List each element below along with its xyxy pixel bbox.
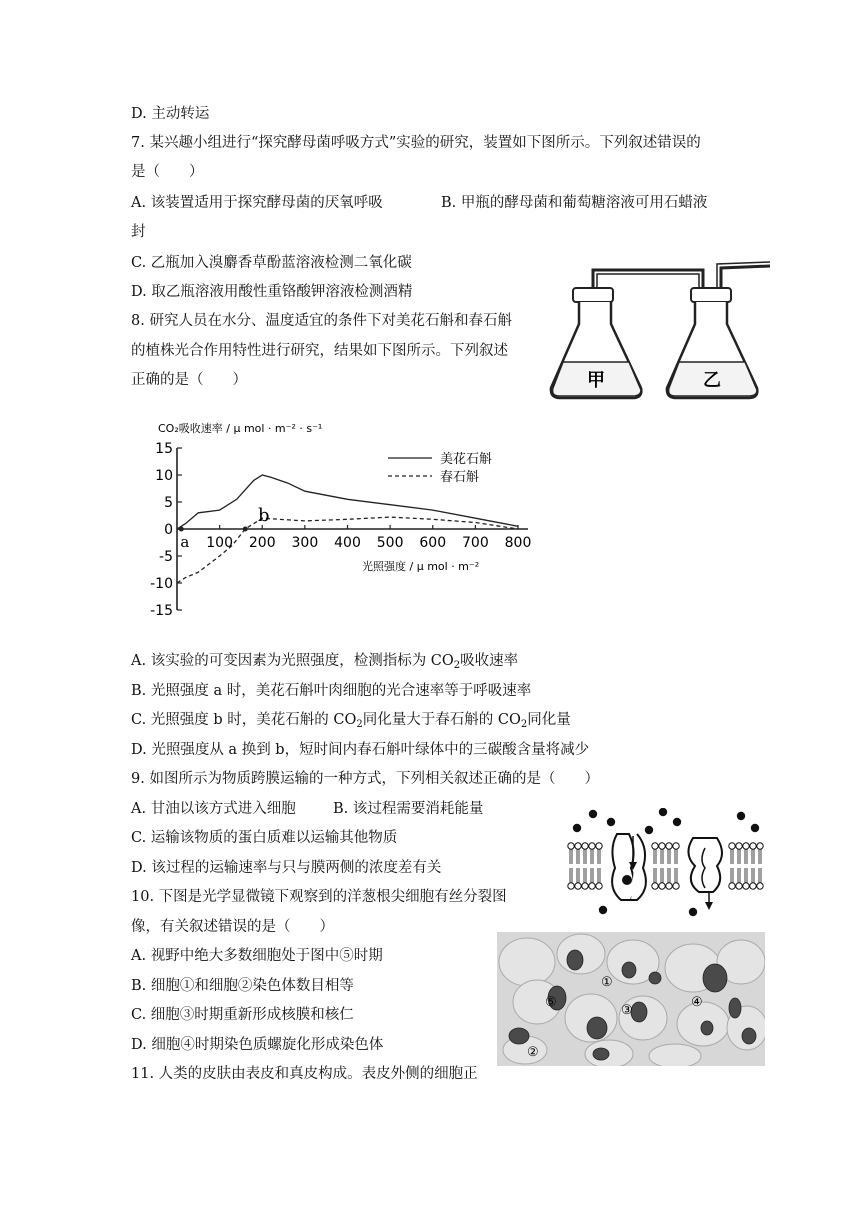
- nucleus: [593, 1048, 609, 1060]
- lipid-head-bottom: [575, 883, 581, 889]
- subscript: 2: [520, 719, 528, 730]
- text: C. 光照强度 b 时，美花石斛的 CO: [131, 712, 357, 728]
- lipid-head-bottom: [582, 883, 588, 889]
- carrier-protein-closed: [688, 838, 722, 892]
- y-tick-label: 15: [155, 441, 173, 457]
- q9-option-d: D. 该过程的运输速率与只与膜两侧的浓度差有关: [131, 860, 442, 876]
- y-tick-label: 10: [155, 468, 173, 484]
- lipid-head-top: [757, 843, 763, 849]
- solute-dot: [645, 826, 653, 834]
- y-tick-label: -10: [150, 576, 173, 592]
- q7-option-a: A. 该装置适用于探究酵母菌的厌氧呼吸: [131, 195, 383, 211]
- lipid-tail-top: [577, 849, 579, 864]
- lipid-head-top: [575, 843, 581, 849]
- solute-dot: [599, 906, 607, 914]
- annotation-a: a: [180, 533, 190, 551]
- flask-label-yi: 乙: [703, 370, 721, 391]
- solute-dot: [573, 824, 581, 832]
- cell-label-1: ①: [601, 975, 613, 990]
- point-b: [243, 527, 248, 532]
- cell: [499, 938, 555, 986]
- lipid-tail-top: [598, 849, 600, 864]
- lipid-tail-bottom: [738, 868, 740, 883]
- chart-ticks: [150, 441, 531, 619]
- nucleus: [622, 962, 636, 978]
- question-10-stem-cont: 像，有关叙述错误的是（ ）: [131, 919, 334, 935]
- nucleus: [729, 998, 741, 1018]
- arrow-out-head: [705, 902, 713, 910]
- subscript: 2: [356, 719, 363, 730]
- q8-option-d: D. 光照强度从 a 换到 b，短时间内春石斛叶绿体中的三碳酸含量将减少: [131, 742, 590, 758]
- y-tick-label: -5: [159, 549, 173, 565]
- subscript: 2: [453, 660, 461, 671]
- question-7-stem-cont: 是（ ）: [131, 164, 204, 180]
- nucleus: [701, 1021, 713, 1035]
- lipid-tail-top: [570, 849, 572, 864]
- lipid-head-top: [652, 843, 658, 849]
- lipid-tail-top: [584, 849, 586, 864]
- lipid-tail-bottom: [668, 868, 670, 883]
- lipid-tail-bottom: [654, 868, 656, 883]
- lipid-head-bottom: [736, 883, 742, 889]
- question-7-stem: 7. 某兴趣小组进行“探究酵母菌呼吸方式”实验的研究，装置如下图所示。下列叙述错误的: [131, 135, 701, 151]
- lipid-tail-top: [731, 849, 733, 864]
- nucleus: [587, 1017, 607, 1039]
- cell: [649, 1044, 701, 1066]
- text: 同化量大于春石斛的 CO: [362, 712, 521, 728]
- x-tick-label: 500: [376, 535, 404, 551]
- lipid-tail-top: [759, 849, 761, 864]
- lipid-tail-bottom: [731, 868, 733, 883]
- question-9-stem: 9. 如图所示为物质跨膜运输的一种方式，下列相关叙述正确的是（ ）: [131, 771, 599, 787]
- nucleus: [703, 964, 727, 992]
- lipid-tail-bottom: [577, 868, 579, 883]
- q7-option-c: C. 乙瓶加入溴麝香草酚蓝溶液检测二氧化碳: [131, 255, 412, 271]
- lipid-head-top: [743, 843, 749, 849]
- lipid-tail-top: [661, 849, 663, 864]
- lipid-head-top: [596, 843, 602, 849]
- question-8-stem: 8. 研究人员在水分、温度适宜的条件下对美花石斛和春石斛: [131, 313, 512, 329]
- lipid-head-top: [729, 843, 735, 849]
- lipid-head-top: [589, 843, 595, 849]
- cell-label-5: ⑤: [545, 995, 557, 1010]
- solute-dot: [751, 824, 759, 832]
- nucleus: [649, 972, 661, 984]
- stopper-left: [573, 288, 613, 302]
- lipid-head-bottom: [729, 883, 735, 889]
- nucleus: [631, 1002, 647, 1022]
- cell-label-4: ④: [691, 995, 703, 1010]
- lipid-tail-bottom: [759, 868, 761, 883]
- y-tick-label: 0: [164, 522, 173, 538]
- y-axis-label: CO₂吸收速率 / μ mol · m⁻² · s⁻¹: [158, 422, 323, 435]
- chart-legend: [388, 451, 492, 485]
- q7-option-b-cont: 封: [131, 224, 146, 240]
- lipid-tail-bottom: [584, 868, 586, 883]
- lipid-head-bottom: [568, 883, 574, 889]
- y-tick-label: -15: [150, 603, 173, 619]
- lipid-head-top: [582, 843, 588, 849]
- x-tick-label: 400: [334, 535, 361, 551]
- lipid-head-bottom: [659, 883, 665, 889]
- y-tick-label: 5: [164, 495, 173, 511]
- text: 同化量: [527, 712, 571, 728]
- nucleus: [567, 950, 583, 970]
- legend-label-1: 美花石斛: [440, 452, 493, 467]
- yeast-flask-apparatus: [545, 258, 775, 408]
- lipid-head-bottom: [750, 883, 756, 889]
- x-tick-label: 800: [504, 535, 532, 551]
- q8-option-c: [131, 710, 571, 730]
- lipid-head-top: [736, 843, 742, 849]
- lipid-head-top: [750, 843, 756, 849]
- x-tick-label: 700: [462, 535, 489, 551]
- q7-option-b: B. 甲瓶的酵母菌和葡萄糖溶液可用石蜡液: [441, 195, 708, 211]
- q10-option-a: A. 视野中绝大多数细胞处于图中⑤时期: [131, 948, 383, 964]
- lipid-bilayer: [568, 843, 763, 889]
- lipid-head-bottom: [589, 883, 595, 889]
- x-tick-label: 300: [291, 535, 319, 551]
- lipid-head-bottom: [673, 883, 679, 889]
- question-11-stem: 11. 人类的皮肤由表皮和真皮构成。表皮外侧的细胞正: [131, 1066, 478, 1082]
- option-d-q6: D. 主动转运: [131, 106, 210, 122]
- carrier-protein-open: [612, 834, 634, 900]
- lipid-tail-top: [738, 849, 740, 864]
- lipid-tail-bottom: [570, 868, 572, 883]
- lipid-tail-bottom: [752, 868, 754, 883]
- lipid-tail-bottom: [598, 868, 600, 883]
- lipid-head-top: [568, 843, 574, 849]
- lipid-tail-top: [591, 849, 593, 864]
- nucleus: [742, 1028, 756, 1044]
- solute-dot: [689, 908, 697, 916]
- solute-molecule: [622, 875, 632, 885]
- q9-option-c: C. 运输该物质的蛋白质难以运输其他物质: [131, 830, 398, 846]
- x-tick-label: 200: [248, 535, 276, 551]
- q10-option-b: B. 细胞①和细胞②染色体数目相等: [131, 978, 354, 994]
- lipid-head-bottom: [757, 883, 763, 889]
- x-tick-label: 600: [419, 535, 447, 551]
- lipid-tail-top: [745, 849, 747, 864]
- cell-label-2: ②: [527, 1045, 539, 1060]
- lipid-head-top: [659, 843, 665, 849]
- text: A. 该实验的可变因素为光照强度，检测指标为 CO: [131, 653, 454, 669]
- q10-option-c: C. 细胞③时期重新形成核膜和核仁: [131, 1007, 354, 1023]
- question-10-stem: 10. 下图是光学显微镜下观察到的洋葱根尖细胞有丝分裂图: [131, 889, 507, 905]
- lipid-tail-bottom: [661, 868, 663, 883]
- solute-dot: [589, 810, 597, 818]
- lipid-tail-top: [675, 849, 677, 864]
- lipid-head-bottom: [666, 883, 672, 889]
- question-8-stem-cont2: 正确的是（ ）: [131, 372, 247, 388]
- question-8-stem-cont: 的植株光合作用特性进行研究，结果如下图所示。下列叙述: [131, 343, 508, 359]
- q8-option-a: [131, 651, 518, 671]
- lipid-head-top: [673, 843, 679, 849]
- solute-dot: [673, 818, 681, 826]
- annotation-b: b: [257, 505, 270, 526]
- lipid-tail-bottom: [675, 868, 677, 883]
- flask-label-jia: 甲: [587, 370, 605, 391]
- lipid-tail-top: [654, 849, 656, 864]
- q9-option-a: A. 甘油以该方式进入细胞: [131, 801, 296, 817]
- lipid-tail-top: [668, 849, 670, 864]
- cell-label-3: ③: [621, 1003, 633, 1018]
- membrane-transport-figure: [565, 808, 765, 918]
- solute-dot: [659, 808, 667, 816]
- point-a: [179, 527, 184, 532]
- x-axis-label: 光照强度 / μ mol · m⁻²: [362, 560, 480, 573]
- lipid-head-top: [666, 843, 672, 849]
- lipid-tail-bottom: [745, 868, 747, 883]
- lipid-head-bottom: [652, 883, 658, 889]
- stopper-right: [691, 288, 731, 302]
- legend-label-2: 春石斛: [440, 470, 480, 485]
- text: 吸收速率: [460, 653, 519, 669]
- lipid-head-bottom: [596, 883, 602, 889]
- x-tick-label: 100: [206, 535, 233, 551]
- solute-dot: [607, 818, 615, 826]
- lipid-tail-top: [752, 849, 754, 864]
- lipid-tail-bottom: [591, 868, 593, 883]
- co2-absorption-chart: [140, 412, 540, 622]
- onion-root-tip-micrograph: [497, 932, 765, 1066]
- q10-option-d: D. 细胞④时期染色质螺旋化形成染色体: [131, 1037, 384, 1053]
- q7-option-d: D. 取乙瓶溶液用酸性重铬酸钾溶液检测酒精: [131, 284, 413, 300]
- q9-option-b: B. 该过程需要消耗能量: [333, 801, 484, 817]
- solute-dot: [737, 812, 745, 820]
- lipid-head-bottom: [743, 883, 749, 889]
- nucleus: [509, 1028, 529, 1044]
- q8-option-b: B. 光照强度 a 时，美花石斛叶肉细胞的光合速率等于呼吸速率: [131, 683, 532, 699]
